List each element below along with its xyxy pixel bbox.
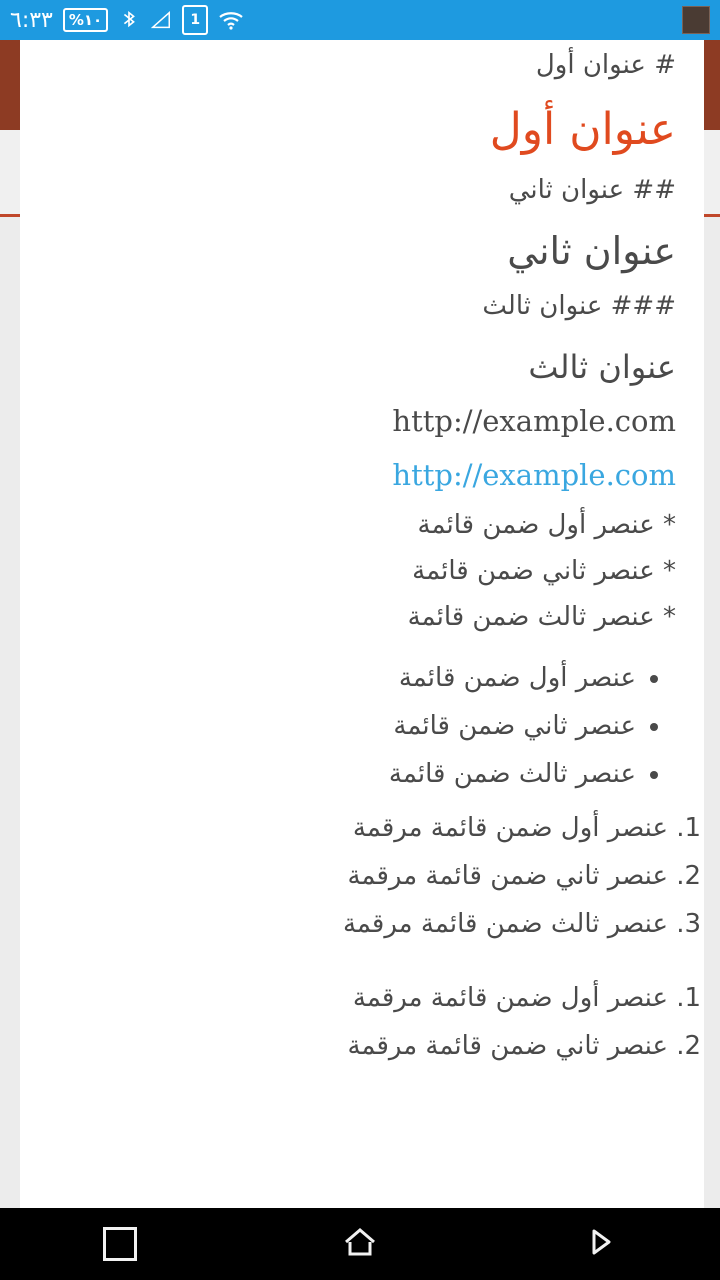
wifi-icon [218,8,240,32]
star-list-item: * عنصر أول ضمن قائمة [417,510,676,541]
numbered-list-second [48,974,676,1070]
list-item: • عنصر ثالث ضمن قائمة [48,750,636,798]
heading3-rendered: عنوان ثالث [528,347,676,386]
bluetooth-icon [118,8,140,32]
list-item: 1. عنصر أول ضمن قائمة مرقمة [48,974,668,1022]
list-item: 3. عنصر ثالث ضمن قائمة مرقمة [48,900,668,948]
list-item: 1. عنصر أول ضمن قائمة مرقمة [48,804,668,852]
battery-percent-badge: %١٠ [63,8,108,32]
heading1-rendered: عنوان أول [489,103,676,155]
bullet-list [48,654,676,798]
recent-apps-button[interactable] [72,1208,168,1280]
star-list-item: * عنصر ثالث ضمن قائمة [407,602,676,633]
app-thumbnail-icon [682,6,710,34]
markdown-preview-card[interactable] [20,40,704,1208]
status-bar [0,0,720,40]
android-navigation-bar [0,1208,720,1280]
status-clock: ٦:٣٣ [10,7,53,33]
back-button[interactable] [552,1208,648,1280]
home-button[interactable] [312,1208,408,1280]
status-bar-left [10,5,682,35]
status-bar-right [682,6,710,34]
triangle-right-icon [585,1226,615,1262]
square-icon [103,1227,137,1261]
url-plain-text: http://example.com [392,404,676,439]
sim-card-icon: 1 [182,5,208,35]
home-icon [343,1226,377,1262]
list-item: • عنصر أول ضمن قائمة [48,654,636,702]
star-list-item: * عنصر ثاني ضمن قائمة [412,556,676,587]
signal-off-icon [150,8,172,32]
url-hyperlink[interactable]: http://example.com [392,458,676,493]
list-item: 2. عنصر ثاني ضمن قائمة مرقمة [48,1022,668,1070]
list-item: • عنصر ثاني ضمن قائمة [48,702,636,750]
heading2-source-line: ## عنوان ثاني [508,175,676,206]
list-item: 2. عنصر ثاني ضمن قائمة مرقمة [48,852,668,900]
heading1-source-line: # عنوان أول [535,50,676,80]
numbered-list-first [48,804,676,948]
heading2-rendered: عنوان ثاني [507,228,676,273]
heading3-source-line: ### عنوان ثالث [482,291,676,322]
